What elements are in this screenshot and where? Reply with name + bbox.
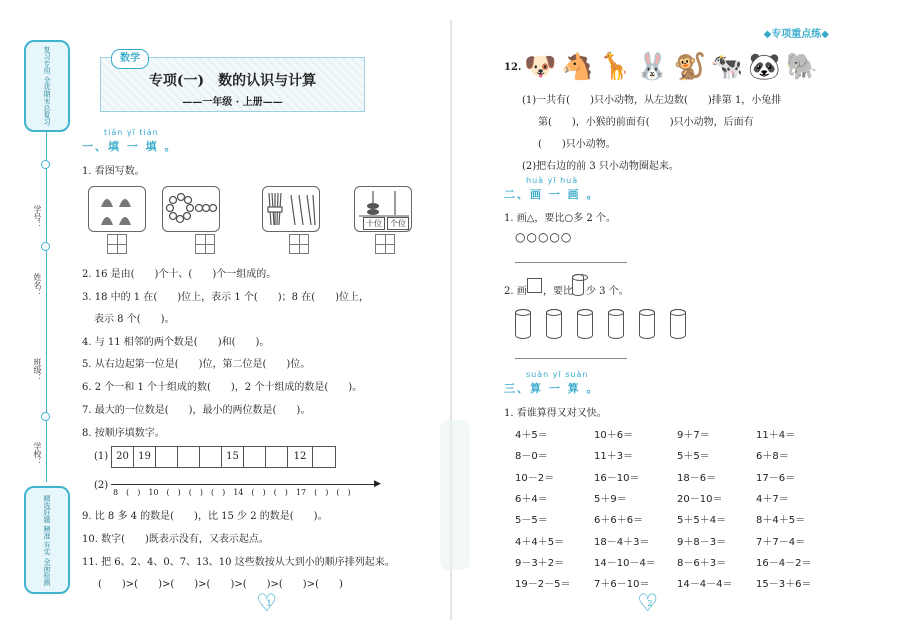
section1-pinyin: tián yī tián [104, 128, 159, 137]
abacus-label-ones: 个位 [387, 217, 409, 230]
calc-item[interactable]: 4＋7＝ [756, 493, 789, 505]
draw-answer-line-1[interactable] [515, 262, 627, 263]
animal-row [524, 50, 818, 84]
page-number-right [640, 595, 660, 615]
calc-item[interactable]: 11＋4＝ [756, 430, 796, 441]
question-12-1: (1)一共有( )只小动物，从左边数( )排第 1，小兔排 [522, 95, 782, 106]
calc-item[interactable]: 19－2－5＝ [515, 579, 571, 591]
sequence-cell[interactable] [266, 447, 288, 467]
question-8: 8. 按顺序填数字。 [82, 428, 165, 439]
calc-item[interactable]: 5－5＝ [515, 515, 548, 527]
section3-title: 三、算 一 算 。 [504, 382, 600, 395]
sidebar-line [46, 132, 47, 482]
calc-item[interactable]: 7＋6－10＝ [594, 579, 650, 591]
question-12-label: 12. [504, 62, 522, 73]
circles-row: ○○○○○ [515, 230, 573, 244]
calc-item[interactable]: 20－10＝ [677, 493, 723, 505]
calc-item[interactable]: 6＋8＝ [756, 451, 789, 463]
calc-item[interactable]: 9＋7＝ [677, 430, 710, 441]
cylinder [577, 309, 593, 339]
calc-item[interactable]: 9＋8－3＝ [677, 536, 727, 548]
answer-box[interactable] [289, 234, 309, 254]
field-class: 班级： [33, 358, 42, 382]
answer-box[interactable] [375, 234, 395, 254]
sequence-cell[interactable] [156, 447, 178, 467]
sequence-1-label: (1) [94, 451, 109, 462]
subject-badge: 数学 [111, 49, 149, 69]
sequence-cell: 20 [112, 447, 134, 467]
dog-icon: 🐶 [524, 52, 557, 82]
panda-icon: 🐼 [748, 52, 781, 82]
section2-pinyin: huà yī huà [526, 176, 579, 185]
calc-item[interactable]: 8＋4＋5＝ [756, 515, 806, 527]
calc-item[interactable]: 4＋5＝ [515, 430, 548, 441]
calc-item[interactable]: 16－10＝ [594, 472, 640, 484]
page-subtitle: ——一年级 · 上册—— [182, 97, 283, 108]
monkey-icon: 🐒 [673, 52, 706, 82]
question-12-1-cont: 第( )，小猴的前面有( )只小动物，后面有 [538, 117, 754, 128]
question-1: 1. 看图写数。 [82, 166, 145, 177]
sequence-1 [111, 446, 336, 468]
calc-item[interactable]: 4＋4＋5＝ [515, 536, 565, 548]
page-number-text: 1 [266, 599, 272, 608]
question-11-blanks[interactable]: ( )>( )>( )>( )>( )>( )>( ) [98, 579, 343, 590]
calc-question-1: 1. 看谁算得又对又快。 [504, 408, 607, 419]
cylinder [515, 309, 531, 339]
question-11: 11. 把 6、2、4、0、7、13、10 这些数按从大到小的顺序排列起来。 [82, 557, 395, 568]
sequence-2-label: (2) [94, 480, 109, 491]
draw-question-2-post: 少 3 个。 [586, 286, 629, 297]
calc-item[interactable]: 16－4－2＝ [756, 557, 812, 569]
question-4: 4. 与 11 相邻的两个数是( )和( )。 [82, 337, 270, 348]
giraffe-icon: 🦒 [598, 52, 632, 82]
question-3: 3. 18 中的 1 在( )位上，表示 1 个( )；8 在( )位上， [82, 292, 370, 303]
section1-title: 一、填 一 填 。 [82, 140, 178, 153]
calc-item[interactable]: 17－6＝ [756, 472, 796, 484]
draw-answer-line-2[interactable] [515, 358, 627, 359]
sticks-icon [263, 187, 319, 231]
sequence-cell[interactable] [313, 447, 335, 467]
calc-item[interactable]: 10－2＝ [515, 472, 555, 484]
sequence-cell[interactable] [200, 447, 222, 467]
square-shape [527, 278, 542, 293]
cylinder [546, 309, 562, 339]
question-12-1-end: ( )只小动物。 [538, 139, 616, 150]
cylinder [639, 309, 655, 339]
draw-question-2-pre: 2. 画 [504, 286, 527, 297]
field-student-no: 学号： [33, 205, 42, 229]
section3-pinyin: suàn yī suàn [526, 370, 589, 379]
section2-title: 二、画 一 画 。 [504, 188, 600, 201]
cylinder [670, 309, 686, 339]
watermark [440, 420, 470, 570]
picture-stones [88, 186, 146, 232]
sequence-cell[interactable] [178, 447, 200, 467]
page-number-text: 2 [647, 599, 653, 608]
sidebar-dot [41, 242, 50, 251]
draw-question-2-mid: ，要比 [543, 286, 573, 297]
sequence-cell[interactable] [244, 447, 266, 467]
stones-icon [89, 187, 145, 231]
question-9: 9. 比 8 多 4 的数是( )，比 15 少 2 的数是( )。 [82, 511, 328, 522]
elephant-icon: 🐘 [785, 52, 818, 82]
answer-box[interactable] [107, 234, 127, 254]
question-10: 10. 数字( )既表示没有，又表示起点。 [82, 534, 269, 545]
sidebar [24, 40, 72, 595]
horse-icon: 🐴 [561, 52, 594, 82]
picture-abacus [354, 186, 412, 232]
calc-item[interactable]: 8－6＋3＝ [677, 557, 727, 569]
calc-item[interactable]: 6＋4＝ [515, 493, 548, 505]
number-line [111, 484, 379, 485]
calc-item[interactable]: 14－4－4＝ [677, 579, 733, 591]
picture-sticks [262, 186, 320, 232]
calc-item[interactable]: 5＋5＝ [677, 451, 710, 463]
page-title: 专项(一) 数的认识与计算 [148, 73, 317, 89]
question-5: 5. 从右边起第一位是( )位，第二位是( )位。 [82, 359, 311, 370]
question-12-2: (2)把右边的前 3 只小动物圈起来。 [522, 161, 679, 172]
beads-icon [163, 187, 219, 231]
calc-item[interactable]: 18－6＝ [677, 472, 717, 484]
sidebar-dot [41, 160, 50, 169]
sequence-cell: 15 [222, 447, 244, 467]
calc-item[interactable]: 15－3＋6＝ [756, 579, 812, 591]
page-number-left [259, 595, 279, 615]
number-line-labels: 8 ( ) 10 ( ) ( ) ( ) 14 ( ) ( ) 17 ( ) ( ) [113, 488, 351, 497]
sidebar-bottom-box: 精选好题 精准 夯实 全面检测 [24, 486, 70, 594]
calc-item[interactable]: 8－0＝ [515, 451, 548, 463]
sequence-cell: 12 [288, 447, 313, 467]
rabbit-icon: 🐰 [636, 52, 669, 82]
question-6: 6. 2 个一和 1 个十组成的数( )，2 个十组成的数是( )。 [82, 382, 363, 393]
header-tag: ◆专项重点练◆ [763, 29, 829, 40]
picture-beads [162, 186, 220, 232]
cow-icon: 🐄 [710, 52, 744, 82]
question-3-cont: 表示 8 个( )。 [94, 314, 175, 325]
field-school: 学校： [33, 442, 42, 466]
question-2: 2. 16 是由( )个十、( )个一组成的。 [82, 269, 277, 280]
cylinder [608, 309, 624, 339]
field-name: 姓名： [33, 273, 42, 297]
sidebar-dot [41, 412, 50, 421]
draw-question-1: 1. 画△，要比○多 2 个。 [504, 213, 616, 224]
abacus-label-tens: 十位 [363, 217, 385, 230]
number-line-arrow: ▶ [374, 479, 381, 489]
sidebar-top-box: 复习专用 全优期末总复习 [24, 40, 70, 132]
calc-item[interactable]: 6＋6＋6＝ [594, 515, 644, 527]
calc-item[interactable]: 11＋3＝ [594, 451, 634, 463]
calc-item[interactable]: 14－10－4＝ [594, 557, 656, 569]
calc-item[interactable]: 5＋5＋4＝ [677, 515, 727, 527]
sequence-cell: 19 [134, 447, 156, 467]
question-7: 7. 最大的一位数是( )，最小的两位数是( )。 [82, 405, 311, 416]
cylinder-shape [572, 274, 584, 296]
calc-item[interactable]: 5＋9＝ [594, 493, 627, 505]
answer-box[interactable] [195, 234, 215, 254]
calc-item[interactable]: 18－4＋3＝ [594, 536, 650, 548]
calc-item[interactable]: 7＋7－4＝ [756, 536, 806, 548]
calc-item[interactable]: 10＋6＝ [594, 430, 634, 441]
calc-item[interactable]: 9－3＋2＝ [515, 557, 565, 569]
